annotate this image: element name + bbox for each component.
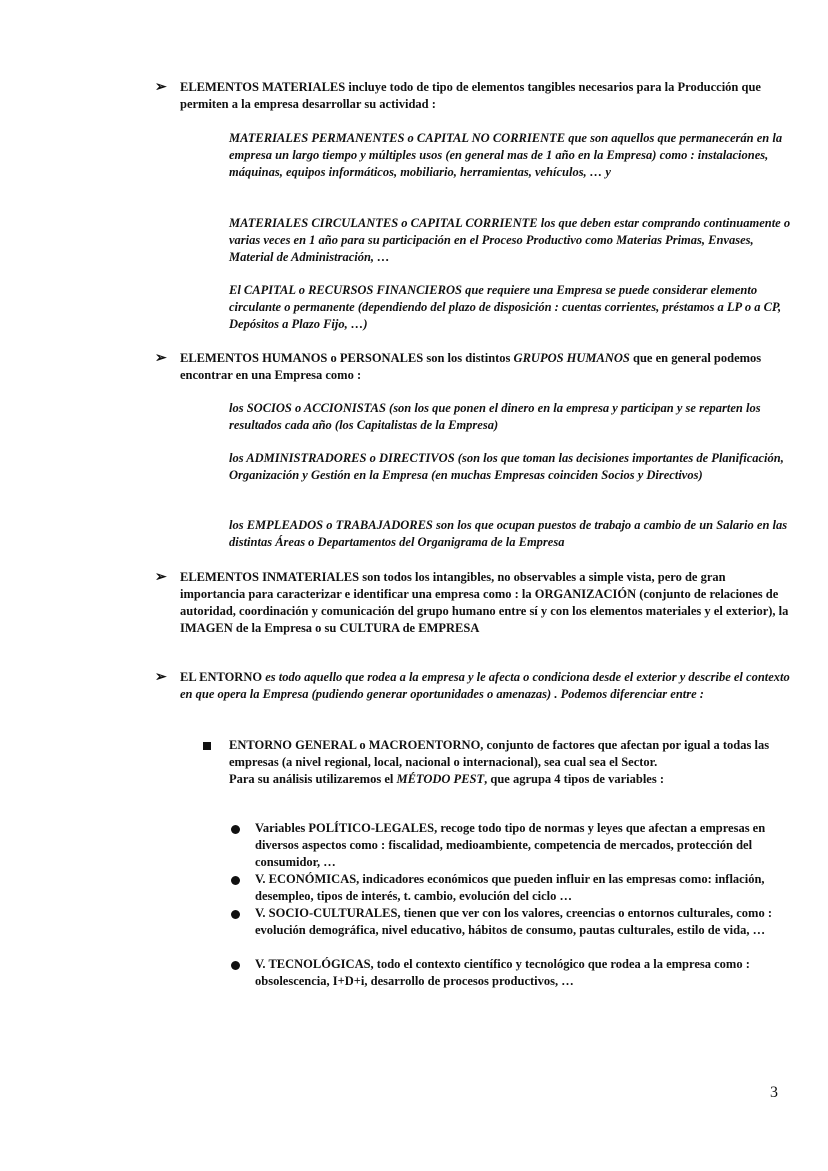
pest-variable: V. SOCIO-CULTURALES, tienen que ver con los valores, creencias o entornos culturales, como : evolución demográfica, nivel educativo, hábitos de consumo, pautas culturales, estilo de vida, … [255, 906, 773, 937]
heading: EL ENTORNO [180, 670, 263, 684]
pest-line: Para su análisis utilizaremos el MÉTODO PEST, que agrupa 4 tipos de variables : [229, 772, 665, 786]
page-number: 3 [770, 1084, 778, 1101]
text: incluye todo de tipo de elementos tangibles necesarios para la Producción que permiten a la empresa desarrollar su actividad : [180, 80, 761, 111]
square-bullet-icon [203, 742, 211, 750]
arrow-bullet-icon: ➢ [155, 570, 167, 585]
arrow-bullet-icon: ➢ [155, 351, 167, 366]
sub-socios: los SOCIOS o ACCIONISTAS (son los que ponen el dinero en la empresa y participan y se reparten los resultados cada año (los Capitalistas de la Empresa) [229, 401, 761, 432]
circle-bullet-icon [231, 961, 240, 970]
sub-empleados: los EMPLEADOS o TRABAJADORES son los que ocupan puestos de trabajo a cambio de un Salario en las distintas Áreas o Departamentos del Organigrama de la Empresa [229, 518, 788, 549]
circle-bullet-icon [231, 825, 240, 834]
heading: ELEMENTOS INMATERIALES [180, 570, 360, 584]
heading: ELEMENTOS HUMANOS o PERSONALES [180, 351, 424, 365]
sub-capital-financiero: El CAPITAL o RECURSOS FINANCIEROS que requiere una Empresa se puede considerar elemento circulante o permanente (dependiendo del plazo de disposición : cuentas corrientes, préstamos a LP o a CP, Depósitos a Plazo Fijo, …) [229, 283, 782, 331]
circle-bullet-icon [231, 910, 240, 919]
circle-bullet-icon [231, 876, 240, 885]
pest-variable: V. TECNOLÓGICAS, todo el contexto científico y tecnológico que rodea a la empresa como : obsolescencia, I+D+i, desarrollo de procesos productivos, … [255, 957, 750, 988]
sub-administradores: los ADMINISTRADORES o DIRECTIVOS (son los que toman las decisiones importantes de Planificación, Organización y Gestión en la Empresa (en muchas Empresas coinciden Socios y Directivos) [229, 451, 784, 482]
item-inmateriales: ELEMENTOS INMATERIALES son todos los intangibles, no observables a simple vista, pero de gran importancia para caracterizar e identificar una empresa como : la ORGANIZACIÓN (conjunto de relaciones de autoridad, coordinación y comunicación del grupo humano entre sí y con los elementos materiales y el exterior), la IMAGEN de la Empresa o su CULTURA de EMPRESA [180, 570, 789, 635]
item-materiales [180, 79, 790, 113]
pest-variable: Variables POLÍTICO-LEGALES, recoge todo tipo de normas y leyes que afectan a empresas en diversos aspectos como : fiscalidad, medioambiente, competencia de mercados, protección del consumidor, … [255, 821, 766, 869]
item-humanos: ELEMENTOS HUMANOS o PERSONALES son los distintos GRUPOS HUMANOS que en general podemos encontrar en una Empresa como : [180, 351, 762, 382]
sub-materiales-circulantes: MATERIALES CIRCULANTES o CAPITAL CORRIENTE los que deben estar comprando continuamente o varias veces en 1 año para su participación en el Proceso Productivo como Materias Primas, Envases, Material de Administración, … [229, 216, 791, 264]
heading: ELEMENTOS MATERIALES [180, 80, 346, 94]
entorno-general: ENTORNO GENERAL o MACROENTORNO, conjunto de factores que afectan por igual a todas las empresas (a nivel regional, local, nacional o internacional), sea cual sea el Sector. Para su análisis utilizaremos el MÉTODO PEST, que agrupa 4 tipos de variables : [229, 737, 794, 788]
item-entorno: EL ENTORNO es todo aquello que rodea a la empresa y le afecta o condiciona desde el exterior y describe el contexto en que opera la Empresa (pudiendo generar oportunidades o amenazas) . Podemos diferenciar entre : [180, 670, 790, 701]
arrow-bullet-icon: ➢ [155, 80, 167, 95]
sub-materiales-permanentes: MATERIALES PERMANENTES o CAPITAL NO CORRIENTE que son aquellos que permanecerán en la empresa un largo tiempo y múltiples usos (en general mas de 1 año en la Empresa) como : instalaciones, máquinas, equipos informáticos, mobiliario, herramientas, vehículos, … y [229, 131, 783, 179]
pest-variable: V. ECONÓMICAS, indicadores económicos que pueden influir en las empresas como: inflación, desempleo, tipos de interés, t. cambio, evolución del ciclo … [255, 872, 765, 903]
arrow-bullet-icon: ➢ [155, 670, 167, 685]
